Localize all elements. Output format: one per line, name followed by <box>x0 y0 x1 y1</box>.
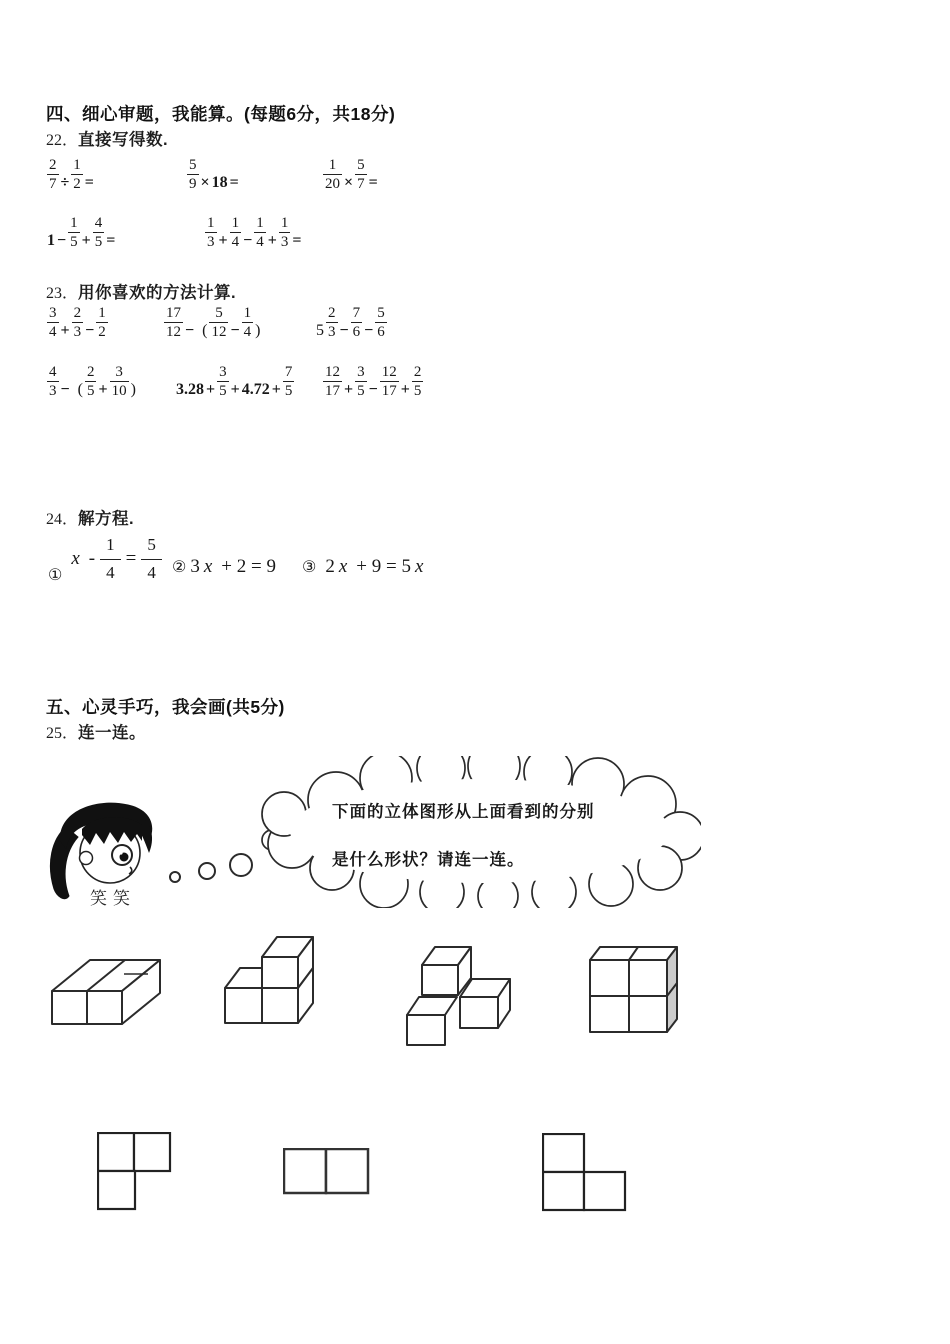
fraction: $\frac{2}{7}$ <box>49 157 57 193</box>
expression <box>315 305 388 340</box>
expression <box>163 305 261 340</box>
expression <box>46 215 116 250</box>
expression <box>186 157 240 192</box>
question23-text: 用你喜欢的方法计算. <box>78 284 237 302</box>
cube-figure-3 <box>398 942 518 1052</box>
question22-number: 22． <box>46 132 79 149</box>
section5-title: 五、心灵手巧，我会画(共5分) <box>46 697 285 717</box>
math-token: x <box>338 556 348 577</box>
fraction: $\frac{2}{5}$ <box>86 364 95 400</box>
fraction: $\frac{5}{9}$ <box>189 157 197 193</box>
fraction: $\frac{1}{4}$ <box>256 215 264 251</box>
math-token: 3.28 <box>176 381 204 399</box>
math-token: ( <box>77 381 83 399</box>
fraction: $\frac{1}{4}$ <box>231 215 240 251</box>
fraction: $\frac{1}{2}$ <box>73 157 81 193</box>
equation-3 <box>300 556 425 577</box>
fraction: $\frac{1}{2}$ <box>98 305 106 341</box>
fraction: $\frac{2}{3}$ <box>73 305 82 341</box>
expression <box>46 364 137 399</box>
expression <box>322 364 424 399</box>
thought-bubble <box>256 756 701 908</box>
fraction: $\frac{5}{6}$ <box>377 305 385 341</box>
expression <box>46 305 109 340</box>
expression <box>322 157 379 192</box>
math-token: + <box>206 381 216 399</box>
math-token: + <box>271 381 281 399</box>
math-token: 2 <box>325 556 335 577</box>
math-token: + <box>98 381 108 399</box>
math-token: 3 <box>190 556 200 577</box>
section4-title: 四、细心审题，我能算。(每题6分，共18分) <box>46 104 396 124</box>
fraction: $\frac{7}{5}$ <box>284 364 293 400</box>
fraction: $\frac{1}{3}$ <box>207 215 215 251</box>
math-token: + <box>267 232 277 250</box>
question24-label <box>46 505 134 529</box>
fraction: $\frac{17}{12}$ <box>166 305 181 341</box>
equation-2 <box>170 556 278 577</box>
math-token: + <box>218 232 228 250</box>
fraction: $\frac{1}{5}$ <box>70 215 78 251</box>
fraction: $\frac{5}{7}$ <box>357 157 365 193</box>
math-token: + <box>344 381 354 399</box>
girl-name-label: 笑笑 <box>90 889 136 908</box>
math-token: ( <box>202 322 208 340</box>
math-token: × <box>200 174 210 192</box>
fraction: $\frac{2}{3}$ <box>328 305 336 341</box>
question22-label <box>46 126 168 150</box>
fraction: $\frac{12}{17}$ <box>381 364 397 400</box>
math-token: ÷ <box>60 174 70 192</box>
math-token: x <box>414 556 424 577</box>
math-token: 1 <box>47 232 55 250</box>
math-token: + <box>400 381 410 399</box>
cube-figure-2 <box>218 930 328 1030</box>
math-token: − <box>339 322 349 340</box>
thought-dots <box>158 848 258 890</box>
math-token: = <box>106 232 116 250</box>
math-token: 4.72 <box>241 381 270 399</box>
fraction: $\frac{3}{4}$ <box>49 305 57 341</box>
math-token: ② <box>172 559 187 577</box>
question23-number: 23． <box>46 285 79 302</box>
expression <box>175 364 295 399</box>
math-token: − <box>85 322 95 340</box>
fraction: $\frac{5}{12}$ <box>211 305 227 341</box>
math-token: ③ <box>302 559 317 577</box>
math-token: ) <box>255 322 261 340</box>
fraction: $\frac{1}{20}$ <box>325 157 340 193</box>
answer-shape-domino <box>283 1148 373 1198</box>
answer-shape-L-top <box>97 1132 177 1214</box>
math-token: ① <box>48 567 63 585</box>
fraction: $\frac{3}{10}$ <box>111 364 127 400</box>
math-token: − <box>185 322 195 340</box>
math-token: 5 <box>316 322 324 340</box>
fraction: $\frac{3}{5}$ <box>357 364 365 400</box>
bubble-text-line2: 是什么形状？请连一连。 <box>332 851 525 869</box>
math-token: - <box>88 548 96 570</box>
math-token: = <box>84 174 94 192</box>
cube-figure-1 <box>40 950 210 1045</box>
math-token: − <box>368 381 378 399</box>
question25-label <box>46 719 146 743</box>
fraction: $\frac{5}{4}$ <box>141 534 162 583</box>
math-token: 18 <box>211 174 228 192</box>
fraction: $\frac{7}{6}$ <box>352 305 361 341</box>
math-token: + <box>81 232 91 250</box>
fraction: $\frac{2}{5}$ <box>413 364 422 400</box>
question24-number: 24． <box>46 511 79 528</box>
math-token: = <box>229 174 239 192</box>
math-token: − <box>243 232 253 250</box>
fraction: $\frac{1}{4}$ <box>243 305 252 341</box>
equation-1 <box>46 533 165 585</box>
answer-shape-L-bottom <box>542 1133 632 1215</box>
fraction: $\frac{3}{5}$ <box>219 364 227 400</box>
question25-text: 连一连。 <box>78 724 147 742</box>
question25-number: 25． <box>46 725 79 742</box>
math-token: − <box>230 322 240 340</box>
fraction: $\frac{4}{3}$ <box>49 364 57 400</box>
math-token: = <box>368 174 378 192</box>
math-token: = <box>125 548 137 570</box>
expression <box>46 157 95 192</box>
question24-text: 解方程. <box>78 510 135 528</box>
question22-text: 直接写得数. <box>78 131 169 149</box>
math-token: + <box>60 322 70 340</box>
math-token: − <box>60 381 70 399</box>
math-token: = <box>292 232 302 250</box>
math-token: ) <box>130 381 136 399</box>
math-token: + 2 = 9 <box>221 556 276 577</box>
fraction: $\frac{1}{4}$ <box>100 534 121 583</box>
math-token: − <box>57 232 67 250</box>
cube-figure-4 <box>585 940 690 1040</box>
question23-label <box>46 279 236 303</box>
fraction: $\frac{1}{3}$ <box>280 215 289 251</box>
fraction: $\frac{12}{17}$ <box>325 364 340 400</box>
math-token: − <box>364 322 374 340</box>
expression <box>204 215 303 250</box>
math-token: × <box>344 174 354 192</box>
math-token: x <box>203 556 213 577</box>
fraction: $\frac{4}{5}$ <box>94 215 103 251</box>
bubble-text-line1: 下面的立体图形从上面看到的分别 <box>332 803 595 821</box>
math-token: + <box>230 381 240 399</box>
math-token: + 9 = 5 <box>356 556 411 577</box>
math-token: x <box>71 548 80 570</box>
